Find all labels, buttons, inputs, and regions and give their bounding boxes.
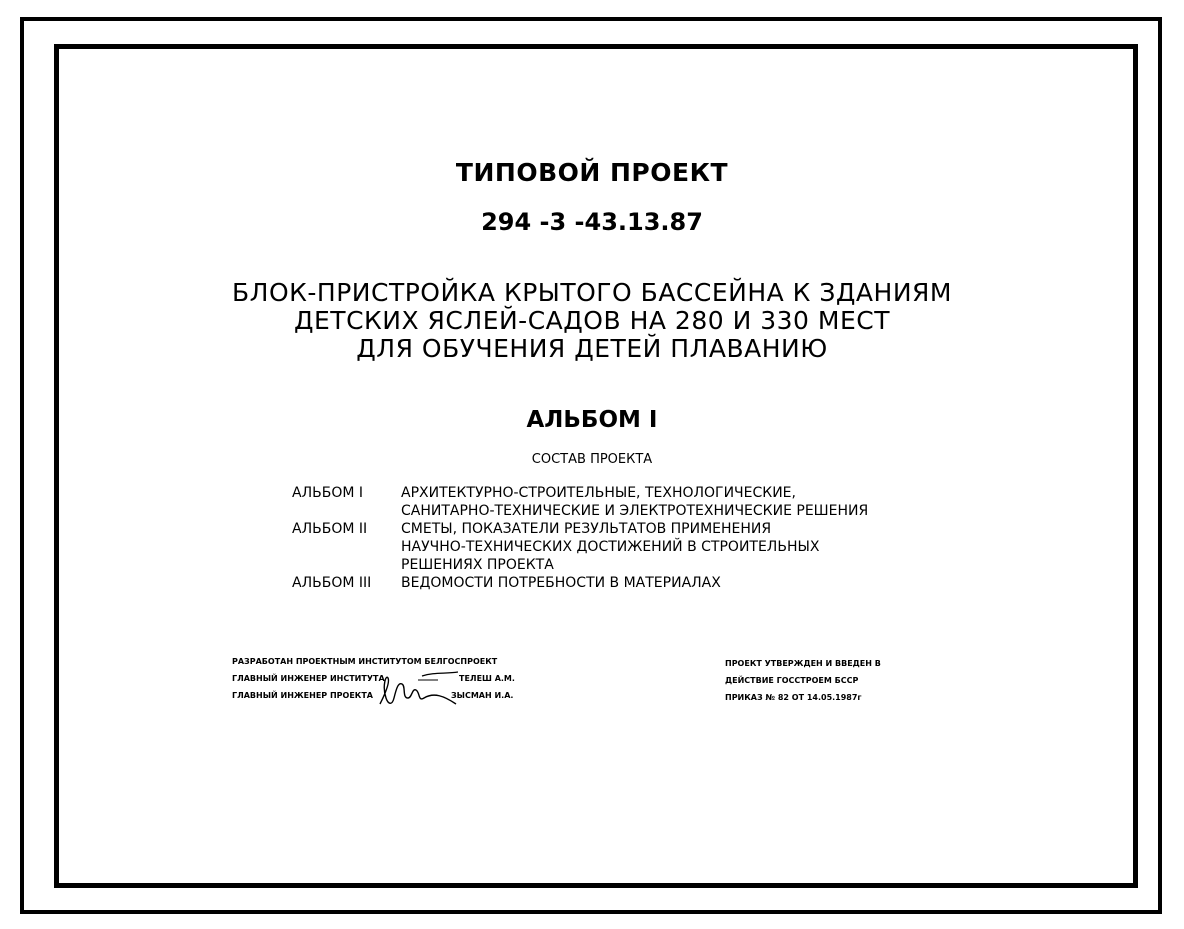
composition-label: АЛЬБОМ I bbox=[292, 485, 363, 501]
composition-line: САНИТАРНО-ТЕХНИЧЕСКИЕ И ЭЛЕКТРОТЕХНИЧЕСКИЕ РЕШЕНИЯ bbox=[401, 503, 869, 519]
chief-engineer-project-name: ЗЫСМАН И.А. bbox=[451, 691, 514, 700]
developer-institute: РАЗРАБОТАН ПРОЕКТНЫМ ИНСТИТУТОМ БЕЛГОСПРОЕКТ bbox=[232, 657, 498, 666]
composition-line: НАУЧНО-ТЕХНИЧЕСКИХ ДОСТИЖЕНИЙ В СТРОИТЕЛЬНЫХ bbox=[401, 539, 820, 555]
chief-engineer-institute-name: ТЕЛЕШ А.М. bbox=[459, 674, 515, 683]
composition-line: РЕШЕНИЯХ ПРОЕКТА bbox=[401, 557, 554, 573]
composition-label: АЛЬБОМ III bbox=[292, 575, 372, 591]
signature-image bbox=[378, 668, 458, 710]
composition-item-album-1 bbox=[292, 484, 992, 520]
composition-line: ВЕДОМОСТИ ПОТРЕБНОСТИ В МАТЕРИАЛАХ bbox=[401, 575, 721, 591]
composition-line: СМЕТЫ, ПОКАЗАТЕЛИ РЕЗУЛЬТАТОВ ПРИМЕНЕНИЯ bbox=[401, 521, 772, 537]
album-title: АЛЬБОМ I bbox=[526, 407, 658, 433]
composition-line: АРХИТЕКТУРНО-СТРОИТЕЛЬНЫЕ, ТЕХНОЛОГИЧЕСКИЕ, bbox=[401, 485, 796, 501]
composition-label: АЛЬБОМ II bbox=[292, 521, 368, 537]
chief-engineer-project-label: ГЛАВНЫЙ ИНЖЕНЕР ПРОЕКТА bbox=[232, 691, 373, 700]
composition-item-album-3 bbox=[292, 574, 992, 592]
project-code: 294 -3 -43.13.87 bbox=[481, 208, 703, 236]
document-title: ТИПОВОЙ ПРОЕКТ bbox=[455, 158, 729, 187]
composition-title: СОСТАВ ПРОЕКТА bbox=[531, 452, 653, 467]
project-name-line-3: ДЛЯ ОБУЧЕНИЯ ДЕТЕЙ ПЛАВАНИЮ bbox=[356, 334, 828, 363]
project-name-line-1: БЛОК-ПРИСТРОЙКА КРЫТОГО БАССЕЙНА К ЗДАНИЯМ bbox=[232, 278, 952, 307]
approval-line-1: ПРОЕКТ УТВЕРЖДЕН И ВВЕДЕН В bbox=[725, 659, 881, 668]
chief-engineer-institute-label: ГЛАВНЫЙ ИНЖЕНЕР ИНСТИТУТА bbox=[232, 674, 385, 683]
composition-item-album-2 bbox=[292, 520, 992, 574]
approval-line-3: ПРИКАЗ № 82 ОТ 14.05.1987г bbox=[725, 693, 862, 702]
approval-line-2: ДЕЙСТВИЕ ГОССТРОЕМ БССР bbox=[725, 676, 859, 685]
composition-list bbox=[292, 484, 992, 592]
project-name-line-2: ДЕТСКИХ ЯСЛЕЙ-САДОВ НА 280 И 330 МЕСТ bbox=[293, 306, 890, 335]
